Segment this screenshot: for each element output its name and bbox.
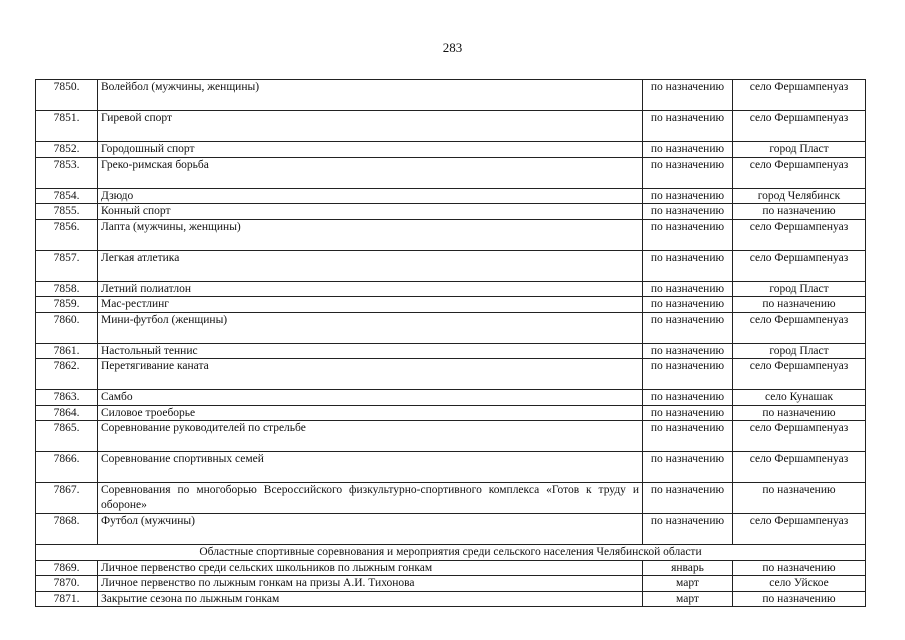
event-name: Закрытие сезона по лыжным гонкам [98, 591, 643, 607]
event-place: по назначению [733, 204, 866, 220]
table-row [36, 204, 866, 220]
event-date: по назначению [643, 281, 733, 297]
table-row [36, 250, 866, 281]
table-row [36, 281, 866, 297]
event-place: по назначению [733, 560, 866, 576]
row-number: 7850. [36, 80, 98, 111]
event-name: Мас-рестлинг [98, 297, 643, 313]
event-name: Перетягивание каната [98, 359, 643, 390]
row-number: 7871. [36, 591, 98, 607]
event-date: по назначению [643, 142, 733, 158]
event-date: по назначению [643, 359, 733, 390]
event-place: село Фершампенуаз [733, 312, 866, 343]
event-date: по назначению [643, 405, 733, 421]
event-place: село Фершампенуаз [733, 111, 866, 142]
event-place: по назначению [733, 591, 866, 607]
event-name: Лапта (мужчины, женщины) [98, 219, 643, 250]
table-row [36, 111, 866, 142]
row-number: 7870. [36, 576, 98, 592]
event-place: село Фершампенуаз [733, 219, 866, 250]
table-row [36, 343, 866, 359]
row-number: 7859. [36, 297, 98, 313]
page-number: 283 [442, 40, 463, 55]
table-row [36, 591, 866, 607]
event-place: село Фершампенуаз [733, 157, 866, 188]
table-row [36, 312, 866, 343]
event-place: село Фершампенуаз [733, 359, 866, 390]
event-name: Мини-футбол (женщины) [98, 312, 643, 343]
row-number: 7857. [36, 250, 98, 281]
row-number: 7869. [36, 560, 98, 576]
event-date: по назначению [643, 80, 733, 111]
event-date: по назначению [643, 188, 733, 204]
event-name: Летний полиатлон [98, 281, 643, 297]
table-row [36, 483, 866, 514]
row-number: 7856. [36, 219, 98, 250]
event-date: по назначению [643, 483, 733, 514]
event-place: село Фершампенуаз [733, 514, 866, 545]
row-number: 7861. [36, 343, 98, 359]
row-number: 7851. [36, 111, 98, 142]
event-date: по назначению [643, 204, 733, 220]
table-row [36, 514, 866, 545]
table-row [36, 421, 866, 452]
table-row [36, 157, 866, 188]
event-name: Соревнование спортивных семей [98, 452, 643, 483]
row-number: 7862. [36, 359, 98, 390]
event-date: март [643, 591, 733, 607]
table-row [36, 80, 866, 111]
table-row [36, 188, 866, 204]
table-row [36, 297, 866, 313]
table-row [36, 405, 866, 421]
event-name: Конный спорт [98, 204, 643, 220]
event-place: село Фершампенуаз [733, 452, 866, 483]
event-date: по назначению [643, 514, 733, 545]
event-date: по назначению [643, 219, 733, 250]
event-date: март [643, 576, 733, 592]
event-name: Личное первенство среди сельских школьников по лыжным гонкам [98, 560, 643, 576]
event-place: город Челябинск [733, 188, 866, 204]
row-number: 7860. [36, 312, 98, 343]
event-name: Силовое троеборье [98, 405, 643, 421]
event-name: Соревнования по многоборью Всероссийского физкультурно-спортивного комплекса «Готов к труду и обороне» [98, 483, 643, 514]
event-name: Настольный теннис [98, 343, 643, 359]
row-number: 7863. [36, 390, 98, 406]
event-place: по назначению [733, 405, 866, 421]
event-date: по назначению [643, 312, 733, 343]
event-place: город Пласт [733, 343, 866, 359]
row-number: 7864. [36, 405, 98, 421]
row-number: 7853. [36, 157, 98, 188]
event-date: по назначению [643, 297, 733, 313]
section-heading: Областные спортивные соревнования и мероприятия среди сельского населения Челябинской области [36, 545, 866, 561]
table-row [36, 560, 866, 576]
event-place: село Фершампенуаз [733, 250, 866, 281]
table-row [36, 219, 866, 250]
event-place: по назначению [733, 297, 866, 313]
event-place: по назначению [733, 483, 866, 514]
event-date: по назначению [643, 157, 733, 188]
event-name: Личное первенство по лыжным гонкам на призы А.И. Тихонова [98, 576, 643, 592]
event-name: Дзюдо [98, 188, 643, 204]
row-number: 7865. [36, 421, 98, 452]
event-place: село Фершампенуаз [733, 80, 866, 111]
row-number: 7867. [36, 483, 98, 514]
event-date: январь [643, 560, 733, 576]
table-row [36, 390, 866, 406]
table-row [36, 576, 866, 592]
event-name: Городошный спорт [98, 142, 643, 158]
table-row [36, 359, 866, 390]
event-date: по назначению [643, 421, 733, 452]
table-row [36, 142, 866, 158]
event-name: Легкая атлетика [98, 250, 643, 281]
row-number: 7866. [36, 452, 98, 483]
event-place: город Пласт [733, 142, 866, 158]
event-name: Футбол (мужчины) [98, 514, 643, 545]
event-name: Волейбол (мужчины, женщины) [98, 80, 643, 111]
row-number: 7858. [36, 281, 98, 297]
row-number: 7868. [36, 514, 98, 545]
events-table [35, 79, 866, 607]
event-name: Самбо [98, 390, 643, 406]
event-name: Гиревой спорт [98, 111, 643, 142]
row-number: 7852. [36, 142, 98, 158]
event-name: Соревнование руководителей по стрельбе [98, 421, 643, 452]
row-number: 7854. [36, 188, 98, 204]
event-place: город Пласт [733, 281, 866, 297]
event-place: село Кунашак [733, 390, 866, 406]
event-date: по назначению [643, 452, 733, 483]
event-date: по назначению [643, 111, 733, 142]
event-name: Греко-римская борьба [98, 157, 643, 188]
event-date: по назначению [643, 250, 733, 281]
section-heading-row [36, 545, 866, 561]
event-place: село Уйское [733, 576, 866, 592]
row-number: 7855. [36, 204, 98, 220]
event-date: по назначению [643, 390, 733, 406]
event-place: село Фершампенуаз [733, 421, 866, 452]
table-row [36, 452, 866, 483]
event-date: по назначению [643, 343, 733, 359]
